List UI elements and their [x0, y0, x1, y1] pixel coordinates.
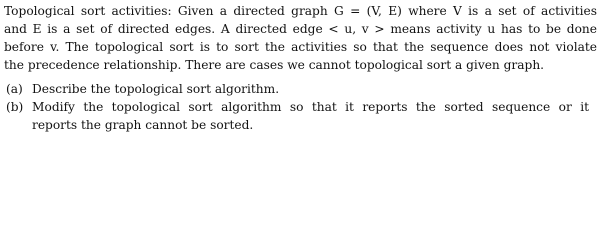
problem-line: and E is a set of directed edges. A directed edge < u, v > means activity u has to be done	[4, 22, 597, 36]
document	[4, 2, 597, 134]
problem-statement	[4, 2, 597, 74]
problem-line: before v. The topological sort is to sort the activities so that the sequence does not violate	[4, 40, 597, 54]
question-marker: (a)	[6, 82, 23, 96]
question-line: Modify the topological sort algorithm so that it reports the sorted sequence or it	[32, 100, 589, 114]
question-marker: (b)	[6, 100, 24, 114]
question-item-b	[4, 98, 597, 134]
question-line: Describe the topological sort algorithm.	[32, 82, 280, 96]
question-item-a	[4, 80, 597, 98]
question-line: reports the graph cannot be sorted.	[32, 118, 254, 132]
question-text	[32, 98, 597, 134]
question-list	[4, 80, 597, 134]
question-text	[32, 80, 597, 98]
problem-line: the precedence relationship. There are cases we cannot topological sort a given graph.	[4, 58, 545, 72]
problem-line: Topological sort activities: Given a directed graph G = (V, E) where V is a set of activities	[4, 4, 597, 18]
